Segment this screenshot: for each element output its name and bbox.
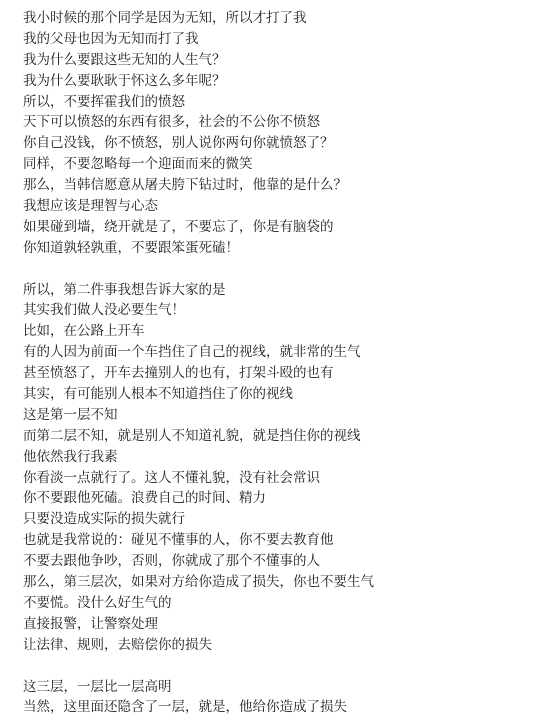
text-line: 也就是我常说的：碰见不懂事的人，你不要去教育他 bbox=[23, 532, 334, 549]
text-line: 所以，第二件事我想告诉大家的是 bbox=[23, 281, 226, 298]
text-line: 而第二层不知，就是别人不知道礼貌，就是挡住你的视线 bbox=[23, 427, 361, 444]
text-line: 其实，有可能别人根本不知道挡住了你的视线 bbox=[23, 386, 293, 403]
text-line: 直接报警，让警察处理 bbox=[23, 615, 158, 632]
text-line: 如果碰到墙，绕开就是了，不要忘了，你是有脑袋的 bbox=[23, 218, 334, 235]
text-line: 我为什么要跟这些无知的人生气？ bbox=[23, 51, 226, 68]
text-line: 那么，当韩信愿意从屠夫胯下钻过时，他靠的是什么？ bbox=[23, 177, 347, 194]
text-line: 这是第一层不知 bbox=[23, 406, 118, 423]
text-line: 我想应该是理智与心态 bbox=[23, 198, 158, 215]
text-line: 他依然我行我素 bbox=[23, 448, 118, 465]
text-line: 我的父母也因为无知而打了我 bbox=[23, 30, 199, 47]
paragraph bbox=[23, 677, 523, 719]
text-line: 不要去跟他争吵，否则，你就成了那个不懂事的人 bbox=[23, 553, 320, 570]
text-line: 你自己没钱，你不愤怒，别人说你两句你就愤怒了？ bbox=[23, 135, 334, 152]
paragraph-gap bbox=[23, 656, 523, 677]
text-line: 你看淡一点就行了。这人不懂礼貌，没有社会常识 bbox=[23, 469, 320, 486]
text-line: 其实我们做人没必要生气！ bbox=[23, 302, 185, 319]
text-line: 甚至愤怒了，开车去撞别人的也有，打架斗殴的也有 bbox=[23, 365, 334, 382]
text-line: 那么，第三层次，如果对方给你造成了损失，你也不要生气 bbox=[23, 574, 374, 591]
text-line: 天下可以愤怒的东西有很多，社会的不公你不愤怒 bbox=[23, 114, 320, 131]
document-body bbox=[23, 8, 523, 718]
text-line: 我为什么要耿耿于怀这么多年呢？ bbox=[23, 72, 226, 89]
text-line: 你知道孰轻孰重，不要跟笨蛋死磕！ bbox=[23, 239, 239, 256]
paragraph-gap bbox=[23, 259, 523, 280]
text-line: 同样，不要忽略每一个迎面而来的微笑 bbox=[23, 156, 253, 173]
text-line: 我小时候的那个同学是因为无知，所以才打了我 bbox=[23, 10, 307, 26]
text-line: 有的人因为前面一个车挡住了自己的视线，就非常的生气 bbox=[23, 344, 361, 361]
text-line: 这三层，一层比一层高明 bbox=[23, 678, 172, 695]
text-line: 只要没造成实际的损失就行 bbox=[23, 511, 185, 528]
text-line: 你不要跟他死磕。浪费自己的时间、精力 bbox=[23, 490, 266, 507]
paragraph bbox=[23, 8, 523, 259]
text-line: 当然，这里面还隐含了一层，就是，他给你造成了损失 bbox=[23, 699, 347, 716]
text-line: 比如，在公路上开车 bbox=[23, 323, 145, 340]
text-line: 让法律、规则，去赔偿你的损失 bbox=[23, 636, 212, 653]
text-line: 不要慌。没什么好生气的 bbox=[23, 594, 172, 611]
text-line: 所以，不要挥霍我们的愤怒 bbox=[23, 93, 185, 110]
paragraph bbox=[23, 280, 523, 656]
